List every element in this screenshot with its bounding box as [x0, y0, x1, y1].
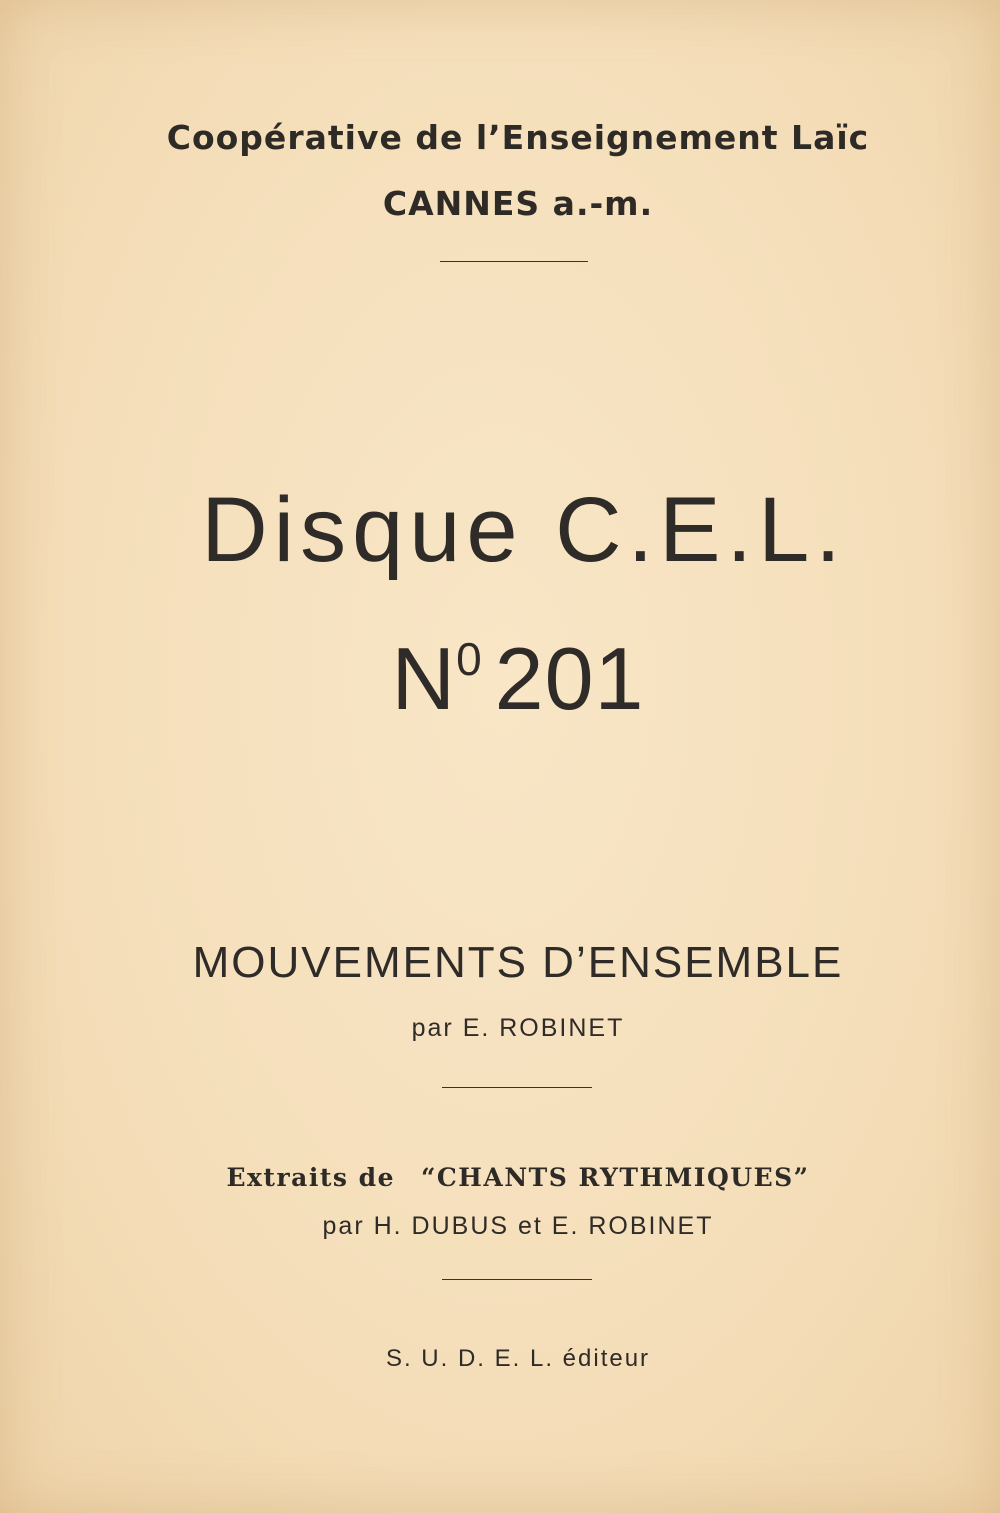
number-prefix: N: [391, 629, 457, 728]
number-value: 201: [494, 629, 645, 728]
publisher-name: Coopérative de l’Enseignement Laïc: [166, 118, 870, 157]
divider-middle: [442, 1087, 592, 1088]
excerpt-source: “CHANTS RYTHMIQUES”: [421, 1163, 810, 1192]
number-superscript: 0: [456, 633, 483, 685]
divider-top: [440, 261, 588, 262]
publisher-city: CANNES a.-m.: [382, 184, 654, 223]
excerpt-authors: par H. DUBUS et E. ROBINET: [322, 1212, 714, 1240]
excerpt-line: [18, 1163, 1000, 1192]
editor-line: S. U. D. E. L. éditeur: [385, 1345, 651, 1372]
disc-number: [18, 628, 1000, 730]
work-title: MOUVEMENTS D’ENSEMBLE: [192, 938, 844, 987]
divider-bottom: [442, 1279, 592, 1280]
work-author: par E. ROBINET: [411, 1014, 625, 1042]
disc-title: Disque C.E.L.: [201, 479, 847, 581]
excerpt-label: Extraits de: [226, 1163, 396, 1192]
